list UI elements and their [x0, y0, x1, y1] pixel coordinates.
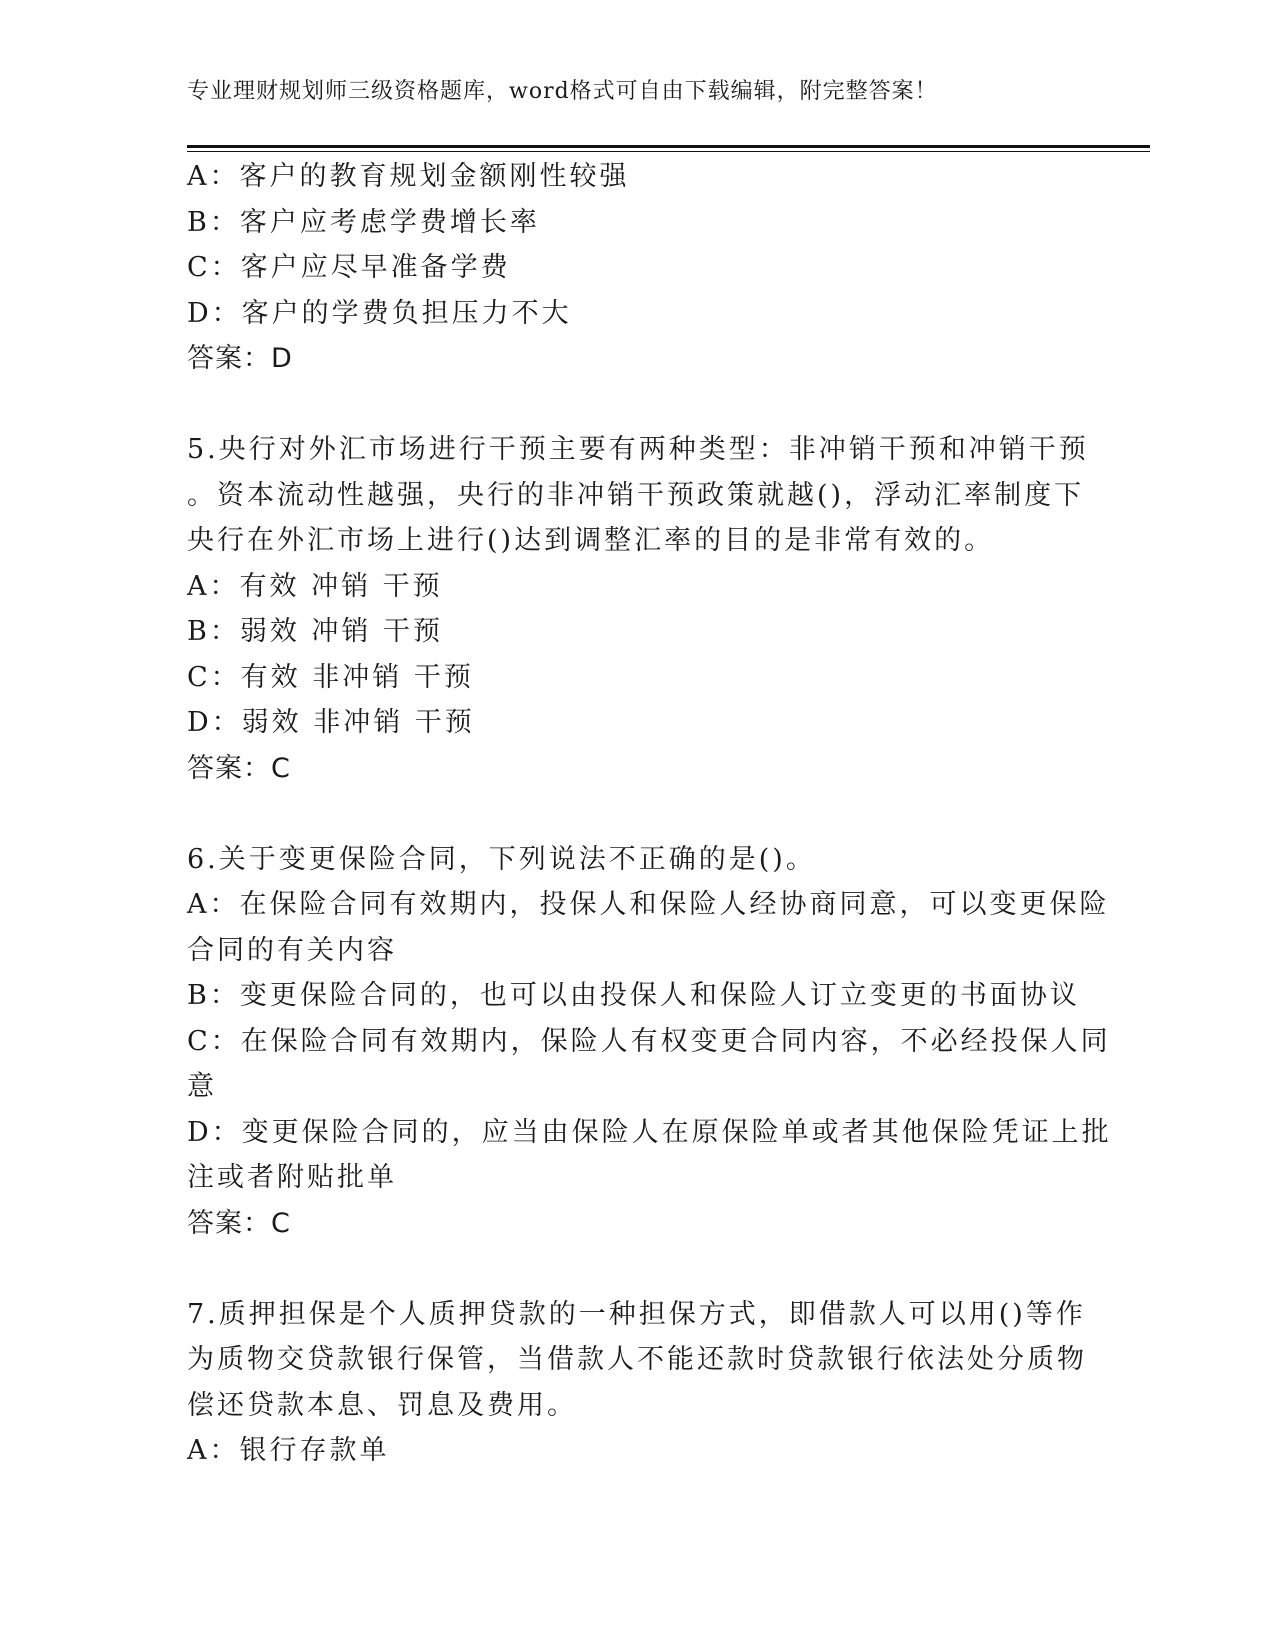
header-divider-thick: [187, 145, 1150, 148]
spacer: [187, 1246, 1067, 1292]
header-divider-thin: [187, 151, 1150, 152]
question-content: [187, 154, 1112, 1474]
question-6-stem-line: 6.关于变更保险合同，下列说法不正确的是()。: [187, 843, 816, 875]
question-5-stem-line: 央行在外汇市场上进行()达到调整汇率的目的是非常有效的。: [187, 525, 995, 556]
question-4-answer: 答案：D: [187, 343, 293, 374]
question-7-option-a: A：银行存款单: [187, 1435, 390, 1466]
question-6-answer: 答案：C: [187, 1207, 291, 1239]
question-6-option-d-cont: 注或者附贴批单: [187, 1162, 397, 1193]
question-7-stem-line: 7.质押担保是个人质押贷款的一种担保方式，即借款人可以用()等作: [187, 1298, 1086, 1330]
question-6-option-c: C：在保险合同有效期内，保险人有权变更合同内容，不必经投保人同: [187, 1025, 1111, 1057]
question-7: [187, 1292, 1087, 1474]
question-5-answer: 答案：C: [187, 752, 291, 784]
spacer: [187, 382, 1067, 428]
question-6-option-b: B：变更保险合同的，也可以由投保人和保险人订立变更的书面协议: [187, 980, 1080, 1011]
question-6-option-d: D：变更保险合同的，应当由保险人在原保险单或者其他保险凭证上批: [187, 1116, 1112, 1148]
question-5-option-d: D：弱效 非冲销 干预: [187, 707, 475, 738]
question-6-option-c-cont: 意: [187, 1071, 217, 1102]
spacer: [187, 791, 1067, 837]
question-6: [187, 837, 1112, 1247]
question-5-option-b: B：弱效 冲销 干预: [187, 616, 444, 647]
question-6-option-a-cont: 合同的有关内容: [187, 934, 397, 966]
question-7-stem-line: 为质物交贷款银行保管，当借款人不能还款时贷款银行依法处分质物: [187, 1344, 1087, 1375]
question-4-option-c: C：客户应尽早准备学费: [187, 252, 511, 283]
question-4: [187, 154, 1067, 382]
question-4-option-b: B：客户应考虑学费增长率: [187, 206, 540, 238]
question-4-option-a: A：客户的教育规划金额刚性较强: [187, 161, 630, 192]
question-5-stem-line: 。资本流动性越强，央行的非冲销干预政策就越()，浮动汇率制度下: [187, 479, 1085, 511]
question-6-option-a: A：在保险合同有效期内，投保人和保险人经协商同意，可以变更保险: [187, 889, 1110, 920]
question-7-stem-line: 偿还贷款本息、罚息及费用。: [187, 1389, 577, 1421]
question-5-stem-line: 5.央行对外汇市场进行干预主要有两种类型：非冲销干预和冲销干预: [187, 434, 1089, 465]
page-header: 专业理财规划师三级资格题库，word格式可自由下载编辑，附完整答案！: [187, 79, 938, 104]
question-5: [187, 427, 1089, 791]
question-4-option-d: D：客户的学费负担压力不大: [187, 297, 572, 329]
question-5-option-c: C：有效 非冲销 干预: [187, 661, 474, 693]
question-5-option-a: A：有效 冲销 干预: [187, 570, 443, 602]
